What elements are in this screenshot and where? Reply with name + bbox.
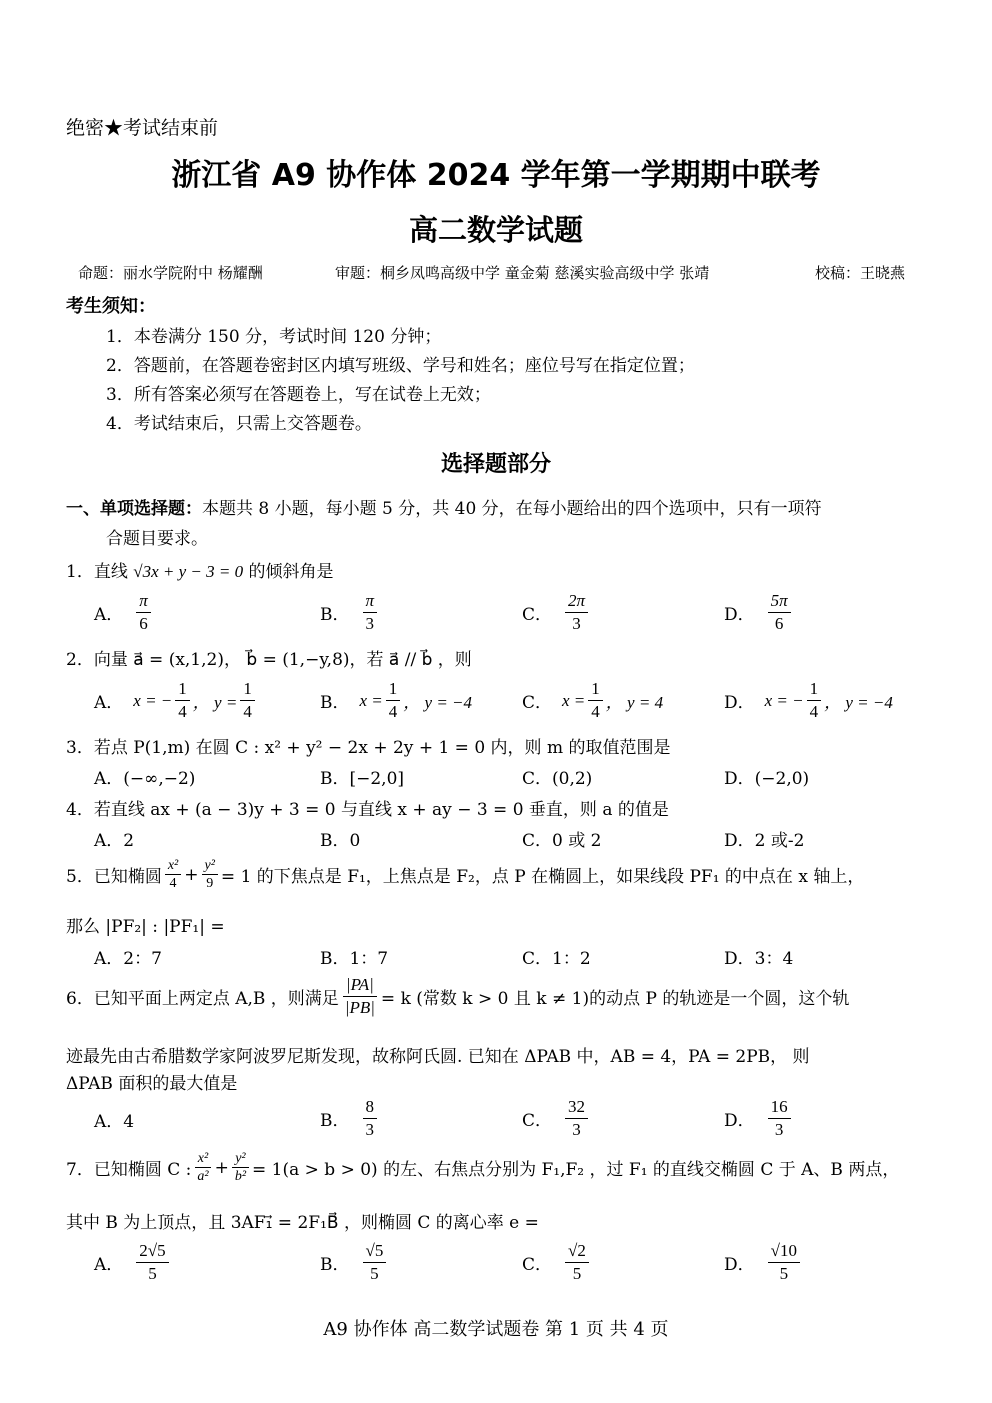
credit-reviewer: 审题：桐乡凤鸣高级中学 童金菊 慈溪实验高级中学 张靖 — [335, 264, 710, 282]
question-1-stem: 1．直线 √3x + y − 3 = 0 的倾斜角是 — [66, 562, 334, 582]
section-text: 本题共 8 小题，每小题 5 分，共 40 分，在每小题给出的四个选项中，只有一项符 — [202, 499, 822, 519]
question-7-stem-cont: 其中 B 为上顶点，且 3AF₁⃗ = 2F₁B⃗ ，则椭圆 C 的离心率 e = — [66, 1213, 539, 1233]
exam-subtitle: 高二数学试题 — [408, 213, 583, 247]
part-title: 选择题部分 — [440, 452, 551, 477]
question-4-option-a: A．2 — [94, 831, 135, 851]
question-3-option-c: C．(0,2) — [522, 769, 593, 789]
question-3-stem: 3．若点 P(1,m) 在圆 C : x² + y² − 2x + 2y + 1 = 0 内，则 m 的取值范围是 — [66, 738, 671, 758]
question-2-option-d: D． x = − $\frac{1}{4}$ ， y = −4 — [724, 679, 893, 721]
question-3-option-d: D．(−2,0) — [724, 769, 810, 789]
section-text-cont: 合题目要求。 — [106, 529, 208, 549]
confidential-mark: 绝密★考试结束前 — [66, 117, 219, 139]
question-4-option-b: B．0 — [320, 831, 361, 851]
question-5-stem: 5．已知椭圆 $\frac{\text{x²}}{4}$ + $\frac{\text{y²}}{9}$ = 1 的下焦点是 F₁，上焦点是 F₂，点 P 在椭圆上，如果线段 PF₁ 的中点在 x 轴上， — [66, 858, 865, 891]
question-6-option-c: C． $\frac{32}{3}$ — [522, 1096, 591, 1141]
question-4-option-c: C．0 或 2 — [522, 831, 602, 851]
question-5-option-d: D．3：4 — [724, 949, 794, 969]
question-4-stem: 4．若直线 ax + (a − 3)y + 3 = 0 与直线 x + ay − 3 = 0 垂直，则 a 的值是 — [66, 800, 669, 820]
section-label: 一、单项选择题： — [66, 499, 202, 519]
credit-proofreader: 校稿：王晓燕 — [815, 264, 906, 282]
question-2-stem: 2．向量 a⃗ = (x,1,2)， b⃗ = (1,−y,8)，若 a⃗ // b⃗ ，则 — [66, 650, 472, 670]
notice-item: 3．所有答案必须写在答题卷上，写在试卷上无效； — [106, 385, 491, 405]
notice-item: 1．本卷满分 150 分，考试时间 120 分钟； — [106, 327, 442, 347]
question-6-option-a: A．4 — [94, 1112, 135, 1132]
page-footer: A9 协作体 高二数学试题卷 第 1 页 共 4 页 — [323, 1319, 669, 1340]
exam-title: 浙江省 A9 协作体 2024 学年第一学期期中联考 — [171, 158, 821, 193]
question-3-option-b: B．[−2,0] — [320, 769, 405, 789]
question-6-option-b: B． $\frac{8}{3}$ — [320, 1096, 380, 1141]
notice-heading: 考生须知： — [66, 296, 156, 317]
question-7-option-d: D． $\frac{√10}{5}$ — [724, 1240, 803, 1285]
credit-setter: 命题：丽水学院附中 杨耀酬 — [78, 264, 263, 282]
notice-item: 4．考试结束后，只需上交答题卷。 — [106, 414, 372, 434]
question-6-stem-cont: 迹最先由古希腊数学家阿波罗尼斯发现，故称阿氏圆. 已知在 ΔPAB 中，AB = 4，PA = 2PB， 则 — [66, 1047, 810, 1067]
question-5-option-b: B．1：7 — [320, 949, 389, 969]
notice-item: 2．答题前，在答题卷密封区内填写班级、学号和姓名；座位号写在指定位置； — [106, 356, 695, 376]
question-7-option-c: C． $\frac{√2}{5}$ — [522, 1240, 592, 1285]
question-4-option-d: D．2 或-2 — [724, 831, 805, 851]
question-2-option-a: A． x = − $\frac{1}{4}$ ， y = $\frac{1}{4}$ — [94, 678, 258, 723]
question-1-option-a: A． $\frac{\pi}{6}$ — [94, 590, 154, 635]
section-heading — [66, 494, 822, 519]
question-2-option-b: B． x = $\frac{1}{4}$ ， y = −4 — [320, 679, 473, 721]
question-1-option-b: B． $\frac{\pi}{3}$ — [320, 590, 380, 635]
question-1-option-c: C． $\frac{2\pi}{3}$ — [522, 590, 591, 635]
question-7-option-a: A． $\frac{2√5}{5}$ — [94, 1240, 172, 1285]
question-7-stem: 7．已知椭圆 C : $\frac{\text{x²}}{\text{a²}}$ + $\frac{\text{y²}}{\text{b²}}$ = 1(a > b > 0) 的左、右焦点分别为 F₁,F₂ ，过 F₁ 的直线交椭圆 C 于 A、B 两点， — [66, 1151, 900, 1184]
question-6-option-d: D． $\frac{16}{3}$ — [724, 1096, 794, 1141]
question-1-option-d: D． $\frac{5\pi}{6}$ — [724, 590, 794, 635]
question-7-option-b: B． $\frac{√5}{5}$ — [320, 1240, 389, 1285]
question-5-stem-cont: 那么 |PF₂| : |PF₁| = — [66, 917, 225, 937]
question-6-stem: 6．已知平面上两定点 A,B ，则满足 $\frac{|PA|}{|PB|}$ = k (常数 k > 0 且 k ≠ 1)的动点 P 的轨迹是一个圆，这个轨 — [66, 975, 850, 1017]
question-5-option-a: A．2：7 — [94, 949, 162, 969]
question-2-option-c: C． x = $\frac{1}{4}$ ， y = 4 — [522, 679, 664, 721]
question-3-option-a: A．(−∞,−2) — [94, 769, 196, 789]
question-5-option-c: C．1：2 — [522, 949, 591, 969]
question-6-stem-cont2: ΔPAB 面积的最大值是 — [66, 1074, 238, 1094]
